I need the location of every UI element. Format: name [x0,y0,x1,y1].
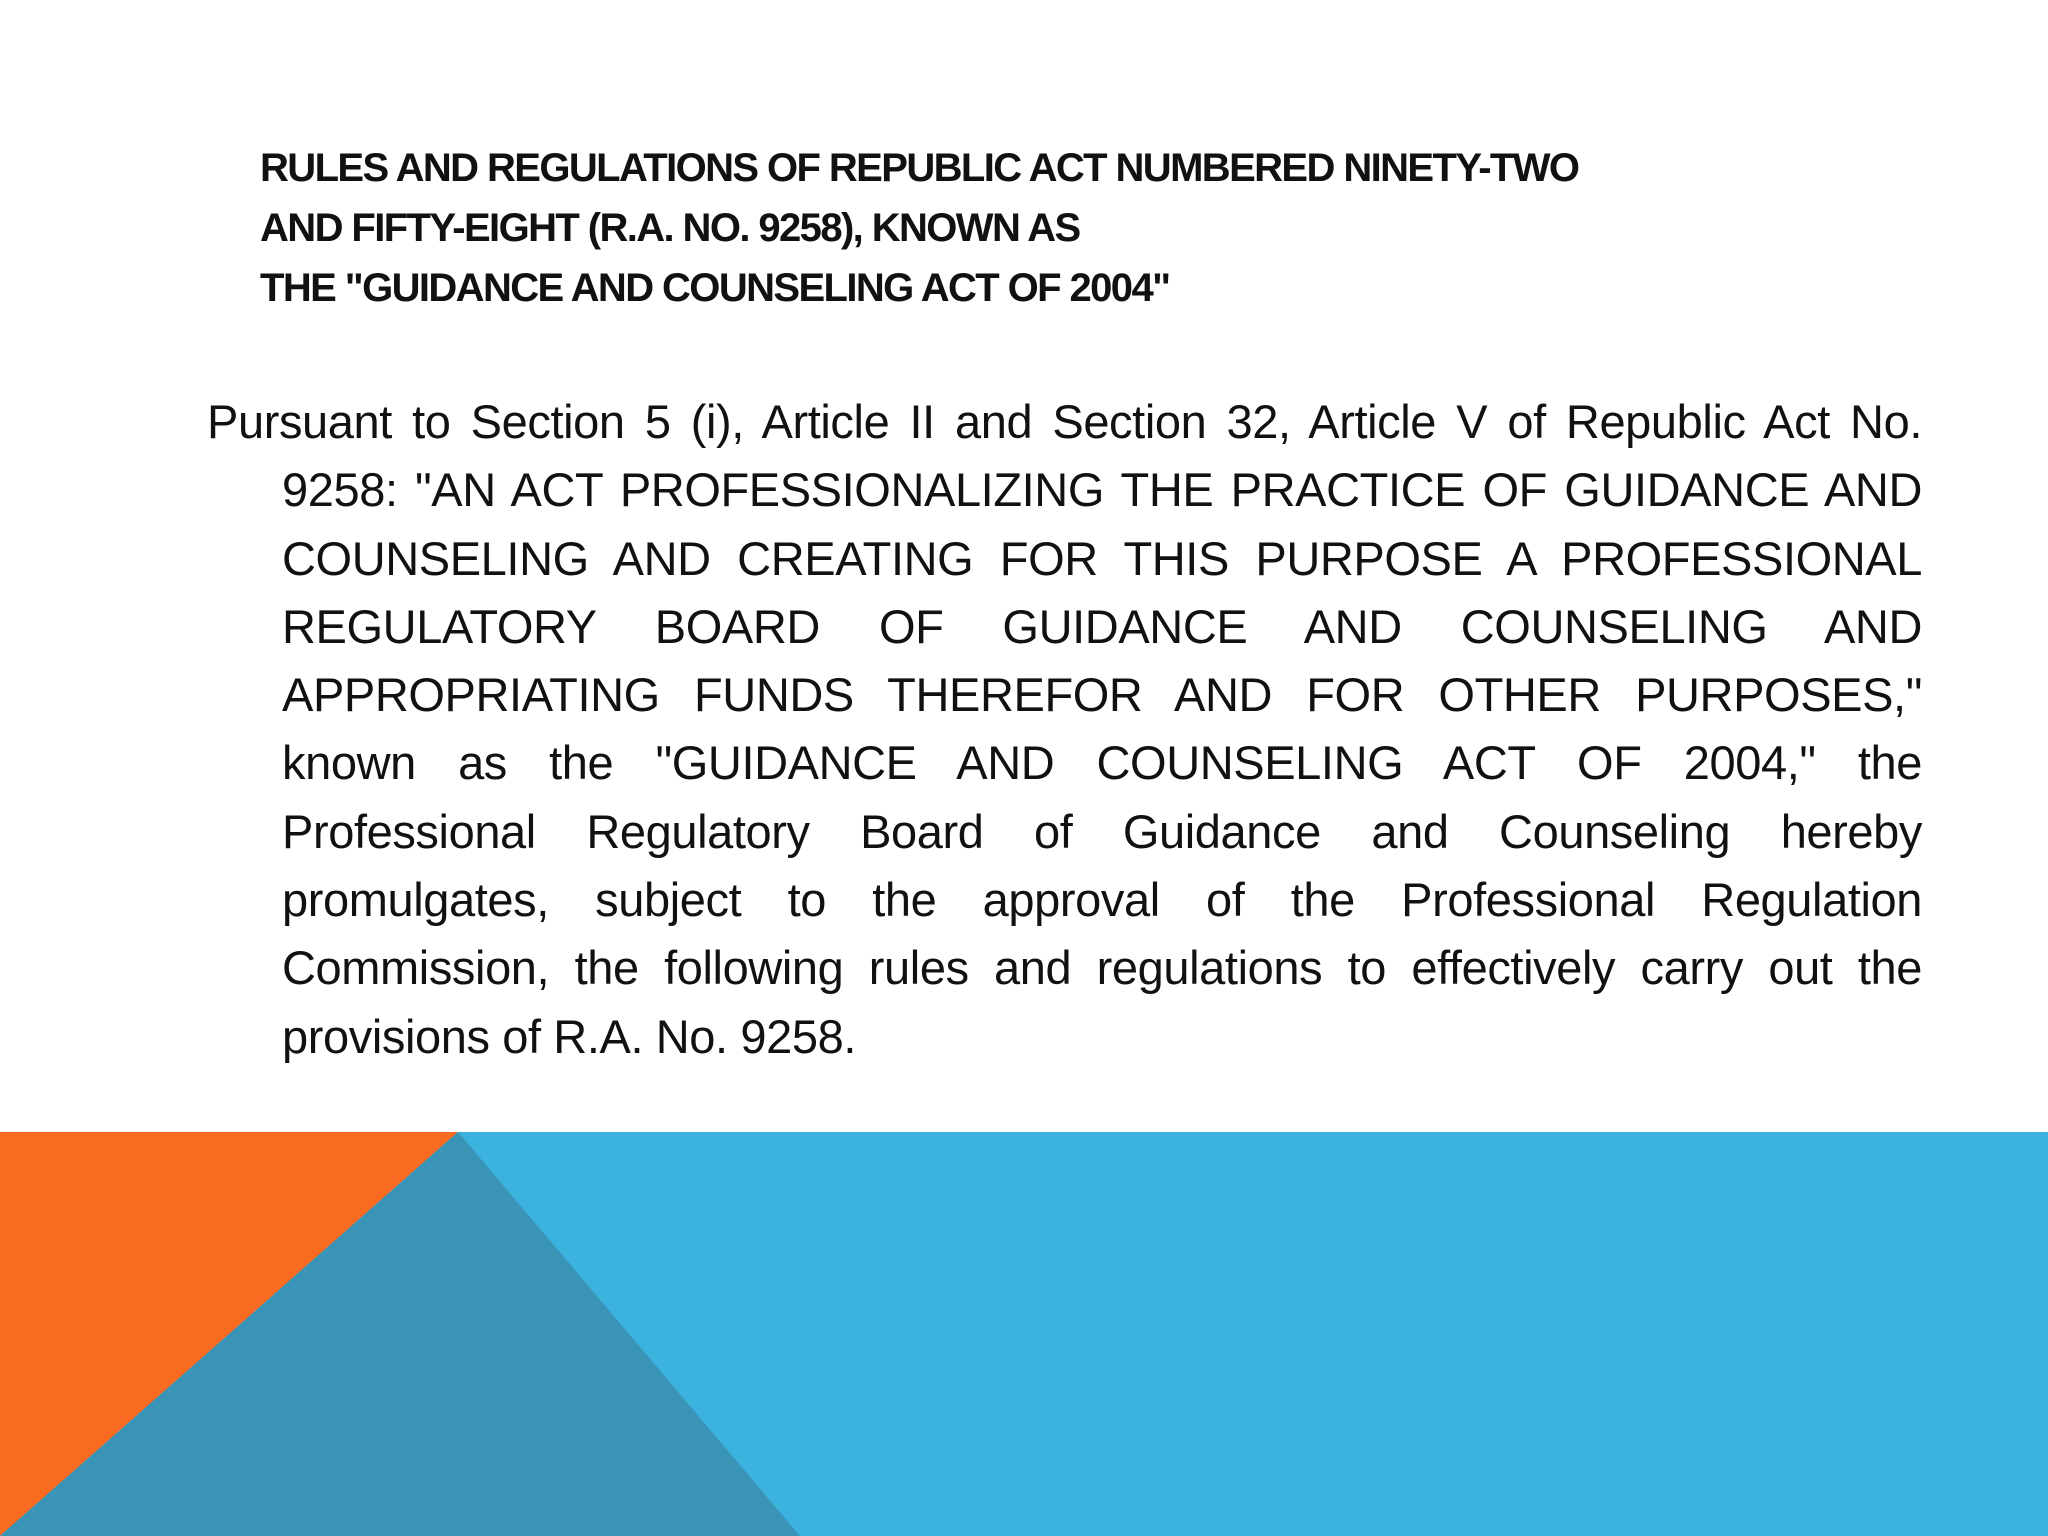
slide-title-line-2: AND FIFTY-EIGHT (R.A. NO. 9258), KNOWN AS [260,206,1080,250]
slide-title-line-3: THE "GUIDANCE AND COUNSELING ACT OF 2004" [260,266,1170,310]
slide-body-text: Pursuant to Section 5 (i), Article II and Section 32, Article V of Republic Act No. 9258: "AN ACT PROFESSIONALIZING THE PRACTICE OF GUIDANCE AND COUNSELING AND CREATING FOR THIS PURPOSE A PROFESSIONAL REGULATORY BOARD OF GUIDANCE AND COUNSELING AND APPROPRIATING FUNDS THEREFOR AND FOR OTHER PURPOSES," known as the "GUIDANCE AND COUNSELING ACT OF 2004," the Professional Regulatory Board of Guidance and Counseling hereby promulgates, subject to the approval of the Professional Regulation Commission, the following rules and regulations to effectively carry out the provisions of R.A. No. 9258. [207,395,1922,1063]
slide-title-line-1: RULES AND REGULATIONS OF REPUBLIC ACT NUMBERED NINETY-TWO [260,146,1579,190]
slide-title [260,138,1820,318]
decorative-footer-band [0,1132,2048,1536]
decorative-footer-graphic [0,1132,2048,1536]
